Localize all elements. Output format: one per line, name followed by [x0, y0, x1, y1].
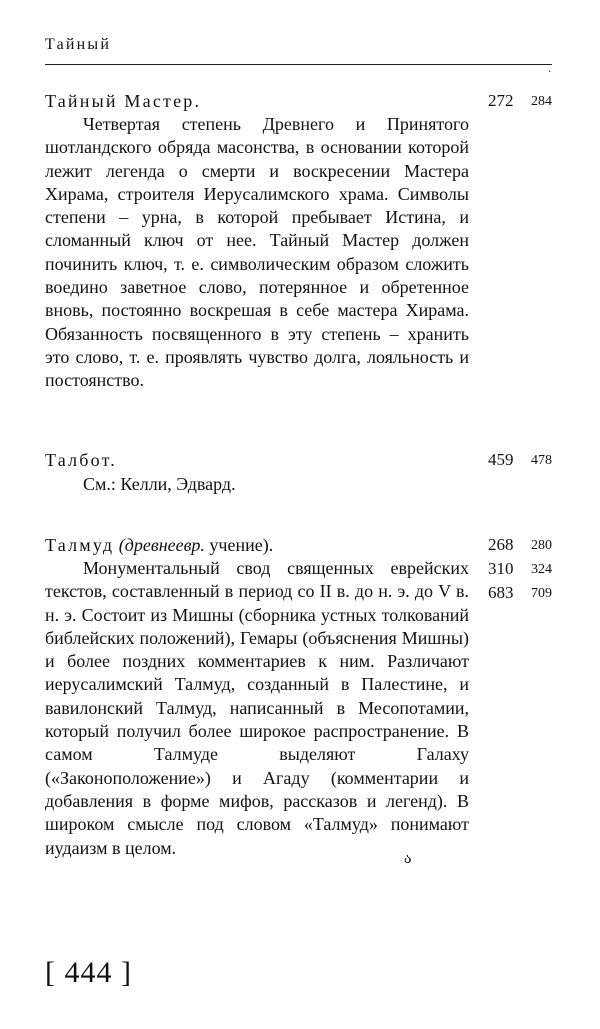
ref-page-b: 280: [531, 538, 552, 553]
running-head: Тайный: [45, 36, 112, 53]
entry-title-note-italic: (древнеевр.: [118, 535, 205, 555]
ref-page-b: 478: [531, 453, 552, 468]
entry-title-line: [45, 533, 552, 557]
entry-title: Тайный Мастер.: [45, 91, 202, 111]
ref-page-a: 272: [488, 91, 514, 110]
ref-page-b: 709: [531, 586, 552, 601]
reference-row: [488, 89, 552, 113]
ref-page-a: 268: [488, 535, 514, 554]
see-also: См.: Келли, Эдвард.: [83, 474, 236, 494]
entry-title-note: учение).: [204, 535, 274, 555]
entry-talbot: [45, 448, 552, 496]
entry-title: Талбот.: [45, 450, 118, 470]
entry-taynyy-master: [45, 89, 552, 393]
ref-page-a: 310: [488, 559, 514, 578]
entry-body: Четвертая степень Древнего и Принятого шотландского обряда масонства, в основании которой лежит легенда о смерти и воскресении Мастера Хирама, строителя Иерусалимского храма. Символы степени – урна, в которой пребывает Истина, и сломанный ключ от нее. Тайный Мастер должен починить ключ, т. е. символическим образом сложить воедино заветное слово, потерянное и обретенное вновь, постоянно воскрешая в себе мастера Хирама. Обязанность посвященного в эту степень – хранить это слово, т. е. проявлять чувство долга, лояльность и постоянство.: [45, 114, 469, 391]
ref-page-b: 284: [531, 94, 552, 109]
entry-title: Талмуд: [45, 535, 115, 555]
reference-row: [488, 533, 552, 557]
reference-row: [488, 448, 552, 472]
page-references: [488, 448, 552, 472]
page-references: [488, 89, 552, 113]
ref-page-b: 324: [531, 562, 552, 577]
reference-row: [488, 581, 552, 605]
entry-body: Монументальный свод священных еврейских текстов, составленный в период со II в. до н. э. до V в. н. э. Состоит из Мишны (сборника устных толкований библейских положений), Гемары (объяснения Мишны) и более поздних комментариев к ним. Различают иерусалимский Талмуд, созданный в Палестине, и вавилонский Талмуд, написанный в Месопотамии, который получил более широкое распространение. В самом Талмуде выделяют Галаху («Законоположение») и Агаду (комментарии и добавления в форме мифов, рассказов и легенд). В широком смысле под словом «Талмуд» понимают иудаизм в целом.: [45, 558, 469, 858]
ref-page-a: 683: [488, 583, 514, 602]
page-references: [488, 533, 552, 605]
reference-row: [488, 557, 552, 581]
small-ink-mark: ა: [404, 852, 412, 867]
page-number: [ 444 ]: [45, 956, 132, 989]
corner-dot-mark: ·: [548, 67, 552, 78]
entry-talmud: [45, 533, 552, 860]
ref-page-a: 459: [488, 450, 514, 469]
header-rule: [45, 64, 552, 65]
